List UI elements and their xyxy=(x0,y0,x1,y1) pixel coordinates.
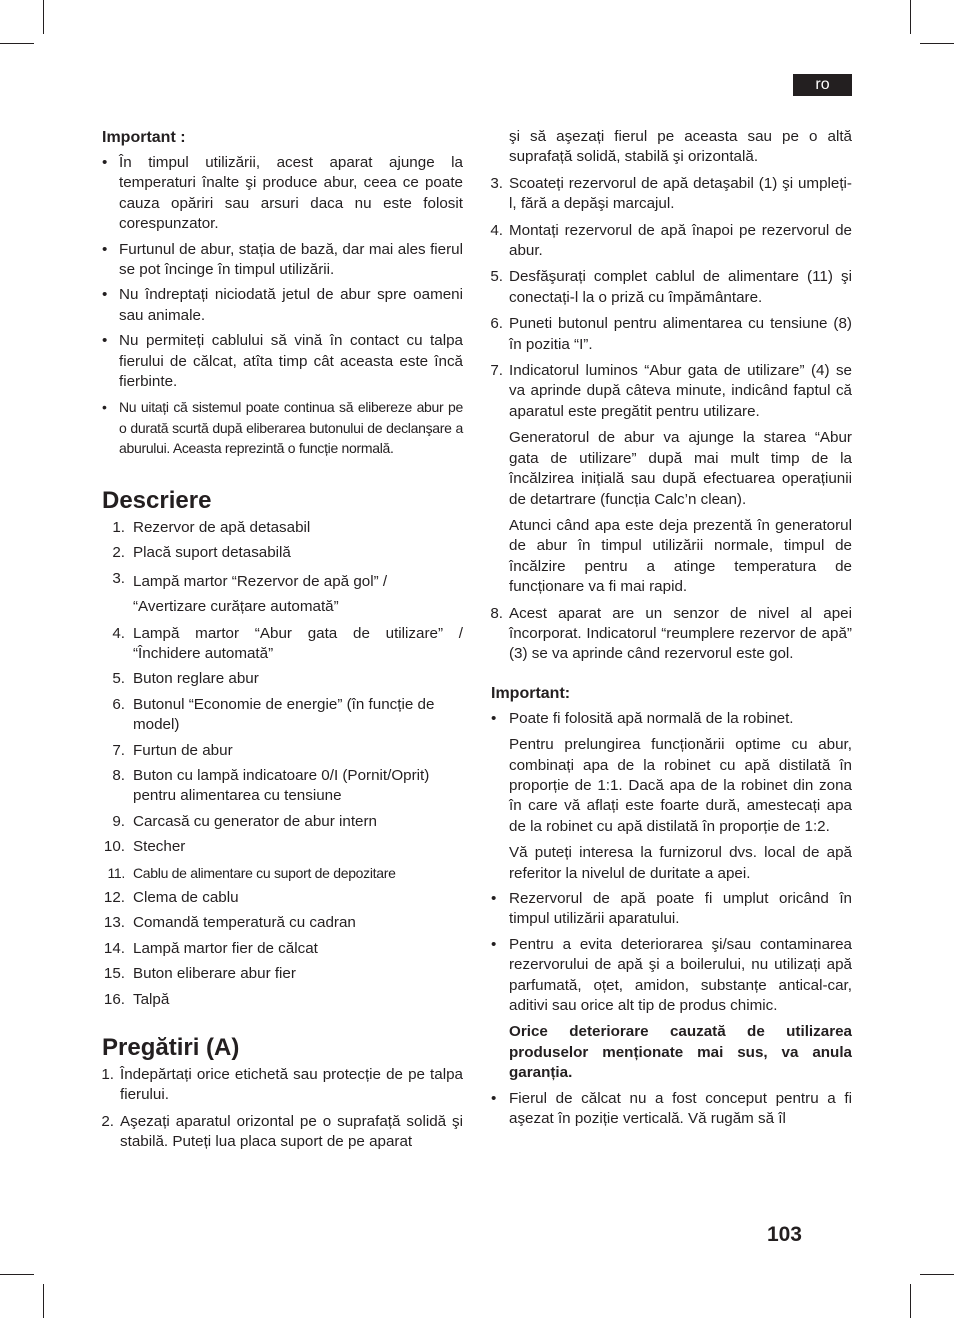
list-item: 2. Aşezați aparatul orizontal pe o suprafață solidă şi stabilă. Puteți lua placa suport de pe aparat xyxy=(101,1112,463,1151)
list-item: 11. Cablu de alimentare cu suport de depozitare xyxy=(107,864,396,881)
list-item: • Fierul de călcat nu a fost conceput pentru a fi aşezat în poziție verticală. Vă rugăm să îl xyxy=(491,1089,852,1128)
crop-mark xyxy=(43,0,44,34)
list-item-continuation: şi să aşezați fierul pe aceasta sau pe o altă suprafață solidă, stabilă şi orizontală. xyxy=(509,128,852,166)
crop-mark xyxy=(910,0,911,34)
list-item: • Nu permiteți cablului să vină în contact cu talpa fierului de călcat, atîta timp cât aceasta este încă fierbinte. xyxy=(102,332,463,391)
important-list-2 xyxy=(491,709,852,1130)
step-note: Generatorul de abur va ajunge la starea “Abur gata de utilizare” după mai mult timp de la încălzirea inițială sau după efectuarea operațiunii de detartrare (funcția Calc’n clean). xyxy=(509,429,852,508)
pregatiri-list xyxy=(102,1065,463,1153)
section-title-descriere: Descriere xyxy=(102,486,212,514)
list-item: 5. Desfăşurați complet cablul de alimentare (11) şi conectați-l la o priză cu împământare. xyxy=(490,268,852,306)
bullet-icon: • xyxy=(491,935,497,953)
bullet-icon: • xyxy=(102,399,107,416)
list-item: 10. Stecher xyxy=(103,838,186,856)
list-item: 3. Lampă martor “Rezervor de apă gol” / “Avertizare curățare automată” xyxy=(112,569,388,615)
list-item: 6. Puneti butonul pentru alimentarea cu tensiune (8) în pozitia “I”. xyxy=(490,315,852,353)
language-tab: ro xyxy=(793,74,852,96)
section-title-pregatiri: Pregătiri (A) xyxy=(102,1034,240,1061)
list-item: • În timpul utilizării, acest aparat ajunge la temperaturi înalte şi produce abur, ceea ce poate cauza opăriri sau arsuri daca nu este folosit corespunzator. xyxy=(102,154,463,233)
right-column xyxy=(491,127,852,1134)
descriere-list xyxy=(102,518,463,1010)
list-item: 4. Montați rezervorul de apă înapoi pe rezervorul de abur. xyxy=(490,221,852,260)
list-item: • Nu îndreptați niciodată jetul de abur spre oameni sau animale. xyxy=(102,286,463,324)
crop-mark xyxy=(910,1284,911,1318)
list-item: 15. Buton eliberare abur fier xyxy=(103,965,296,983)
step-note: Atunci când apa este deja prezentă în generatorul de abur în timpul utilizării normale, timpul de încălzire pentru a atinge temperatura de funcționare va fi mai rapid. xyxy=(509,516,852,596)
list-item: 9. Carcasă cu generator de abur intern xyxy=(112,812,377,830)
list-item: 13. Comandă temperatură cu cadran xyxy=(103,914,356,932)
list-item: 2. Placă suport detasabilă xyxy=(112,544,291,562)
crop-mark xyxy=(920,1274,954,1275)
list-item: • Rezervorul de apă poate fi umplut oricând în timpul utilizării aparatului. xyxy=(491,890,852,928)
bullet-icon: • xyxy=(102,332,108,350)
bullet-icon: • xyxy=(491,1089,497,1107)
list-item: • Poate fi folosită apă normală de la robinet. Pentru prelungirea funcționării optime cu abur, combinați apa de la robinet cu apă distilată în proporție de 1:1. Dacă apa de la robinet din zona în care vă aflați este foarte dură, amestecați apa de la robinet cu apă distilată în proporție de 1:2. Vă puteți interesa la furnizorul dvs. local de apă referitor la nivelul de duritate a apei. xyxy=(491,709,852,882)
list-item: • Furtunul de abur, stația de bază, dar mai ales fierul se pot încinge în timpul utilizării. xyxy=(102,240,463,279)
list-item: 16. Talpă xyxy=(103,990,170,1008)
bullet-icon: • xyxy=(102,240,108,258)
bullet-icon: • xyxy=(102,154,108,171)
page-number: 103 xyxy=(766,1223,802,1246)
list-item: • Nu uitați că sistemul poate continua să elibereze abur pe o durată scurtă după eliberarea butonului de declanşare a aburului. Aceasta reprezintă o funcție normală. xyxy=(102,399,463,457)
crop-mark xyxy=(0,1274,34,1275)
left-column xyxy=(102,127,463,1159)
list-item: 12. Clema de cablu xyxy=(103,888,239,906)
crop-mark xyxy=(920,43,954,44)
list-item: 5. Buton reglare abur xyxy=(112,670,259,688)
bullet-icon: • xyxy=(491,890,497,907)
warranty-warning: Orice deteriorare cauzată de utilizarea produselor menționate mai sus, va anula garanția. xyxy=(509,1023,852,1082)
list-item: • Pentru a evita deteriorarea şi/sau contaminarea rezervorului de apă şi a boilerului, nu utilizați apă parfumată, oțet, amidon, substanțe antical-car, aditivi sau orice alt tip de produs chimic. Orice deteriorare cauzată de utilizarea produselor menționate mai sus, va anula garanția. xyxy=(491,935,852,1084)
steps-list xyxy=(491,127,852,665)
list-item: 7. Indicatorul luminos “Abur gata de utilizare” (4) se va aprinde după câteva minute, indicând faptul că aparatul este pregătit pentru utilizare. Generatorul de abur va ajunge la starea “Abur gata de utilizare” după mai mult timp de la încălzirea inițială sau după efectuarea operațiunii de detartrare (funcția Calc’n clean). Atunci când apa este deja prezentă în generatorul de abur în timpul utilizării normale, timpul de încălzire pentru a atinge temperatura de funcționare va fi mai rapid. xyxy=(491,361,852,597)
crop-mark xyxy=(43,1284,44,1318)
bullet-icon: • xyxy=(491,709,497,727)
crop-mark xyxy=(0,43,34,44)
important-list xyxy=(102,153,463,459)
list-item: 1. Rezervor de apă detasabil xyxy=(112,518,311,536)
list-item: 4. Lampă martor “Abur gata de utilizare” / “Închidere automată” xyxy=(112,624,463,662)
list-item: 8. Buton cu lampă indicatoare 0/I (Pornit/Oprit) pentru alimentarea cu tensiune xyxy=(112,766,430,805)
important-heading-2: Important: xyxy=(491,684,571,702)
list-item: 8. Acest aparat are un senzor de nivel al apei încorporat. Indicatorul “reumplere rezervor de apă” (3) se va aprinde când rezervorul este gol. xyxy=(490,604,852,663)
list-item: 6. Butonul “Economie de energie” (în funcție de model) xyxy=(112,695,435,734)
list-item: 1. Îndepărtați orice etichetă sau protecție de pe talpa fierului. xyxy=(101,1066,463,1104)
bullet-icon: • xyxy=(102,286,108,304)
list-item: 7. Furtun de abur xyxy=(112,741,233,759)
important-heading: Important : xyxy=(102,129,186,146)
list-item: 14. Lampă martor fier de călcat xyxy=(103,939,318,957)
list-item: 3. Scoateți rezervorul de apă detaşabil (1) şi umpleți-l, fără a depăşi marcajul. xyxy=(490,174,852,213)
